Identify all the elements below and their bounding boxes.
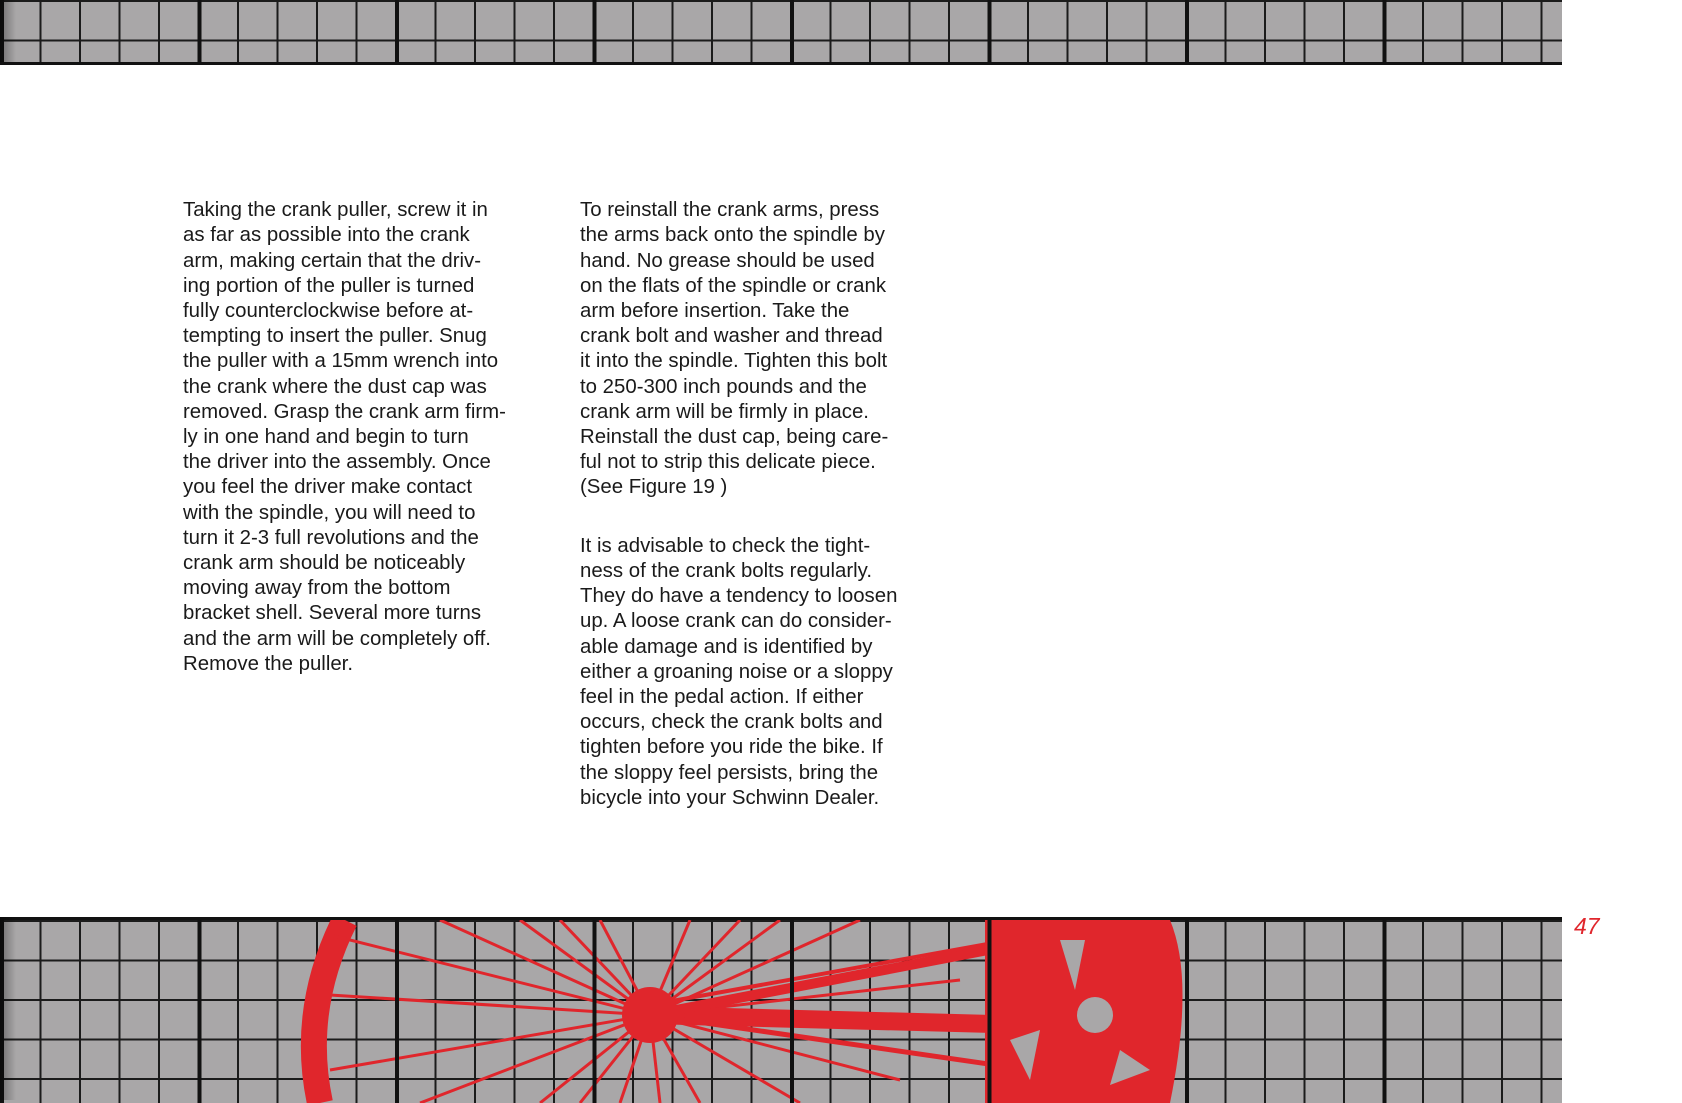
hub-icon bbox=[622, 987, 678, 1043]
binding-shadow-bottom bbox=[0, 917, 16, 1100]
page-number: 47 bbox=[1574, 913, 1600, 939]
binding-shadow-top bbox=[0, 0, 16, 62]
bottom-grid-band bbox=[0, 917, 1562, 1103]
wheel-rim-shape bbox=[314, 920, 345, 1103]
chainring-icon bbox=[985, 920, 1183, 1103]
text-column-right bbox=[580, 173, 960, 844]
paragraph-check-crank-bolts: It is advisable to check the tight- ness of the crank bolts regularly. They do have a tendency to loosen up. A loose crank can do consider- able damage and is identified by either a groaning noise or a sloppy feel in the pedal action. If either occurs, check the crank bolts and tighten before you ride the bike. If the sloppy feel persists, bring the bicycle into your Schwinn Dealer. bbox=[580, 534, 898, 809]
paragraph-reinstall-crank-arms: To reinstall the crank arms, press the arms back onto the spindle by hand. No grease should be used on the flats of the spindle or crank arm before insertion. Take the crank bolt and washer and thread it into the spindle. Tighten this bolt to 250-300 inch pounds and the crank arm will be firmly in place. Reinstall the dust cap, being care- ful not to strip this delicate piece. (See Figure 19 ) bbox=[580, 199, 889, 499]
paragraph-crank-puller: Taking the crank puller, screw it in as far as possible into the crank arm, making certain that the driv- ing portion of the puller is turned fully counterclockwise before at- tempting to insert the puller. Snug the puller with a 15mm wrench into the crank where the dust cap was removed. Grasp the crank arm firm- ly in one hand and begin to turn the driver into the assembly. Once you feel the driver make contact with the spindle, you will need to turn it 2-3 full revolutions and the crank arm should be noticeably moving away from the bottom bracket shell. Several more turns and the arm will be completely off. Remove the puller. bbox=[183, 199, 506, 675]
text-column-left bbox=[183, 173, 553, 710]
top-grid-band bbox=[0, 0, 1562, 65]
bicycle-wheel-and-chainring-illustration bbox=[0, 920, 1562, 1103]
